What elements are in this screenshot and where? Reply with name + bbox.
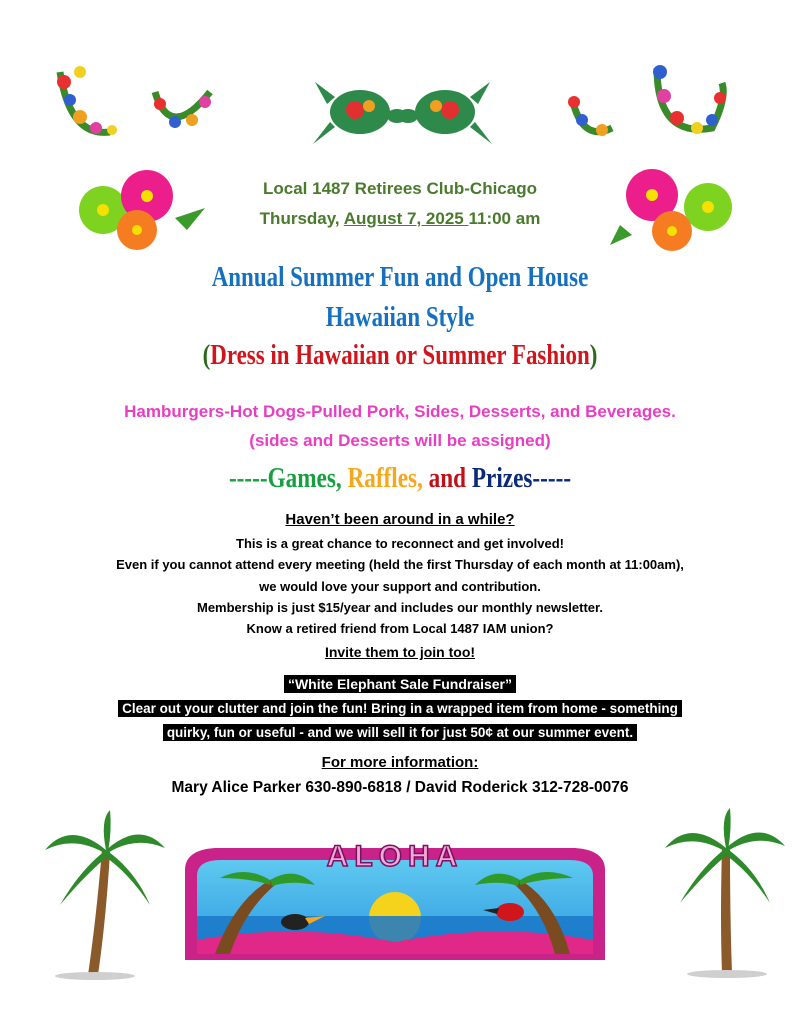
food-menu: Hamburgers-Hot Dogs-Pulled Pork, Sides, Desserts, and Beverages. — [124, 402, 676, 421]
activities-lead: ----- — [228, 462, 268, 494]
aloha-banner — [175, 830, 615, 970]
event-time: 11:00 am — [468, 209, 541, 228]
palm-tree-left-icon — [40, 810, 170, 980]
invite-line: Membership is just $15/year and includes our monthly newsletter. — [196, 600, 603, 615]
event-day: Thursday, — [259, 209, 344, 228]
contact-names: Mary Alice Parker 630-890-6818 / David Roderick 312-728-0076 — [171, 779, 629, 796]
sale-title: “White Elephant Sale Fundraiser” — [284, 675, 516, 693]
aloha-banner-text: ALOHA — [326, 840, 464, 873]
sale-line: quirky, fun or useful - and we will sell it for just 50¢ at our summer event. — [163, 724, 637, 741]
activities-raffles: Raffles, — [347, 462, 423, 494]
palm-tree-right-icon — [660, 808, 790, 978]
sale-title-row — [0, 676, 800, 694]
invite-line: we would love your support and contribution. — [259, 579, 541, 594]
event-date: August 7, 2025 — [343, 209, 469, 228]
sale-line-row — [0, 700, 800, 718]
dress-paren-open: ( — [202, 340, 211, 371]
invite-heading: Haven’t been around in a while? — [285, 511, 515, 528]
sale-line: Clear out your clutter and join the fun! Bring in a wrapped item from home - something — [118, 700, 682, 717]
club-name: Local 1487 Retirees Club-Chicago — [263, 179, 537, 198]
lei-garland-left-icon — [50, 62, 220, 142]
event-datetime — [0, 209, 800, 229]
invite-line: This is a great chance to reconnect and get involved! — [236, 536, 564, 551]
invite-cta: Invite them to join too! — [324, 644, 476, 660]
lei-garland-right-icon — [562, 58, 732, 144]
contact-heading: For more information: — [321, 754, 479, 771]
activities-games: Games, — [267, 462, 342, 494]
activities-line — [80, 462, 720, 495]
event-title: Annual Summer Fun and Open House — [211, 262, 589, 293]
dress-code — [72, 340, 728, 372]
activities-and: and — [428, 462, 467, 494]
dress-paren-close: ) — [589, 340, 598, 371]
food-note: (sides and Desserts will be assigned) — [249, 431, 551, 450]
activities-prizes: Prizes — [471, 462, 533, 494]
sale-line-row — [0, 724, 800, 742]
dress-text: Dress in Hawaiian or Summer Fashion — [210, 340, 590, 371]
invite-line: Even if you cannot attend every meeting (held the first Thursday of each month at 11:00am), — [116, 557, 684, 572]
sea-turtles-icon — [305, 72, 500, 152]
invite-line: Know a retired friend from Local 1487 IAM union? — [246, 621, 554, 636]
event-subtitle: Hawaiian Style — [325, 302, 475, 333]
activities-trail: ----- — [532, 462, 572, 494]
